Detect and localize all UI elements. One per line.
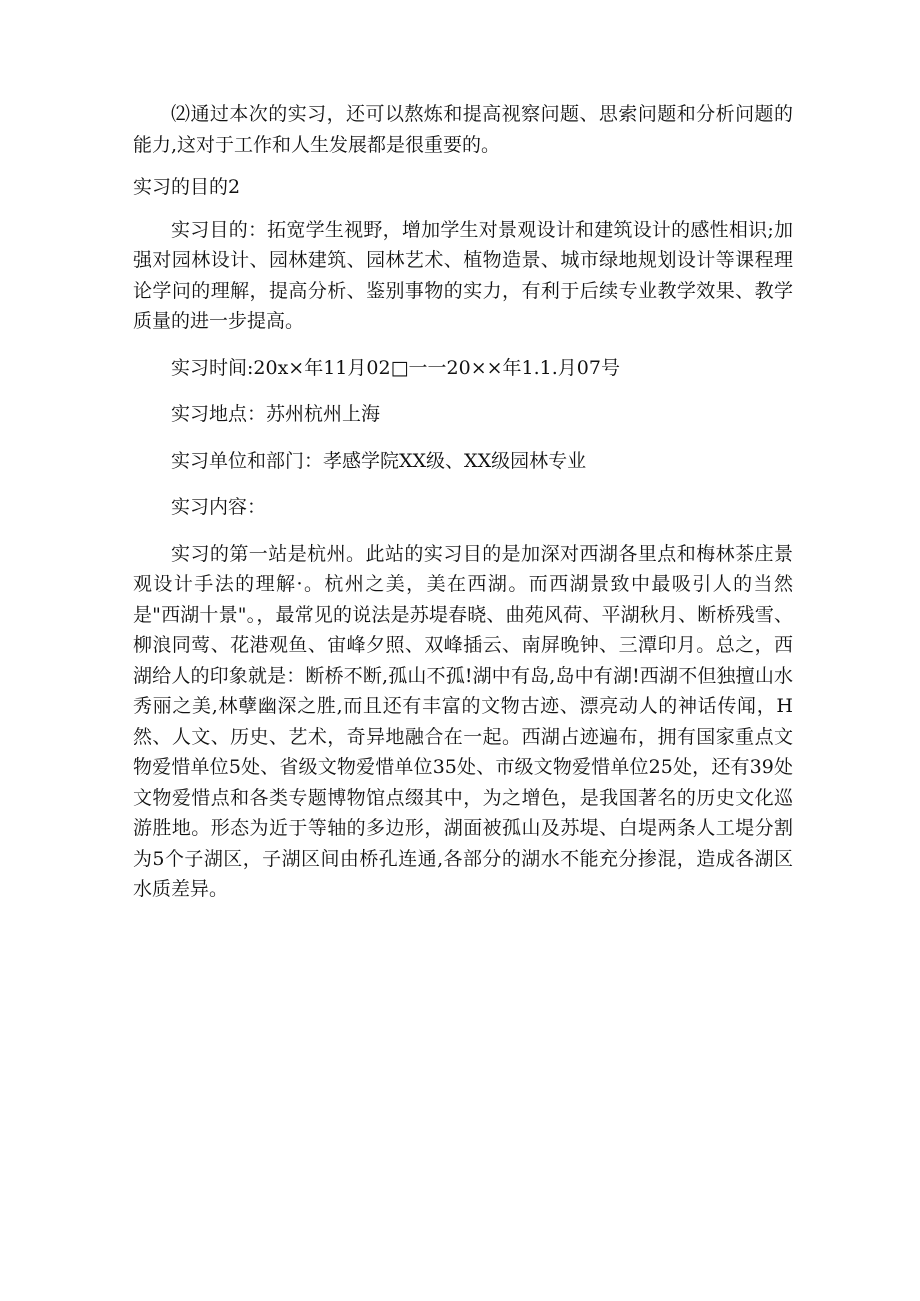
paragraph-content-label: 实习内容：	[171, 496, 267, 518]
paragraph-purpose: 实习目的：拓宽学生视野，增加学生对景观设计和建筑设计的感性相识;加强对园林设计、园林建筑、园林艺术、植物造景、城市绿地规划设计等课程理论学问的理解，提高分析、鉴别事物的实力，有利于后续专业教学效果、教学质量的进一步提高。	[133, 218, 793, 332]
paragraph-unit: 实习单位和部门：孝感学院XX级、XX级园林专业	[171, 449, 587, 472]
paragraph-location: 实习地点：苏州杭州上海	[171, 403, 381, 425]
paragraph-time: 实习时间:20x×年11月02□一一20××年1.1.月07号	[171, 356, 620, 379]
paragraph-conclusion-2: ⑵通过本次的实习，还可以熬炼和提高视察问题、思索问题和分析问题的能力,这对于工作和人生发展都是很重要的。	[133, 103, 793, 156]
document-body	[133, 99, 793, 905]
section-heading: 实习的目的2	[133, 176, 241, 198]
paragraph-content-body: 实习的第一站是杭州。此站的实习目的是加深对西湖各里点和梅林茶庄景观设计手法的理解·。杭州之美，美在西湖。而西湖景致中最吸引人的当然是"西湖十景"。，最常见的说法是苏堤春晓、曲苑风荷、平湖秋月、断桥残雪、柳浪同莺、花港观鱼、宙峰夕照、双峰插云、南屏晚钟、三潭印月。总之，西湖给人的印象就是：断桥不断,孤山不孤!湖中有岛,岛中有湖!西湖不但独擅山水秀丽之美,林孽幽深之胜,而且还有丰富的文物古迹、漂亮动人的神话传闻，H然、人文、历史、艺术，奇异地融合在一起。西湖占迹遍布，拥有国家重点文物爱惜单位5处、省级文物爱惜单位35处、市级文物爱惜单位25处，还有39处文物爱惜点和各类专题博物馆点缀其中，为之增色，是我国著名的历史文化巡游胜地。形态为近于等轴的多边形，湖面被孤山及苏堤、白堤两条人工堤分割为5个子湖区，子湖区间由桥孔连通,各部分的湖水不能充分掺混，造成各湖区水质差异。	[133, 542, 793, 900]
